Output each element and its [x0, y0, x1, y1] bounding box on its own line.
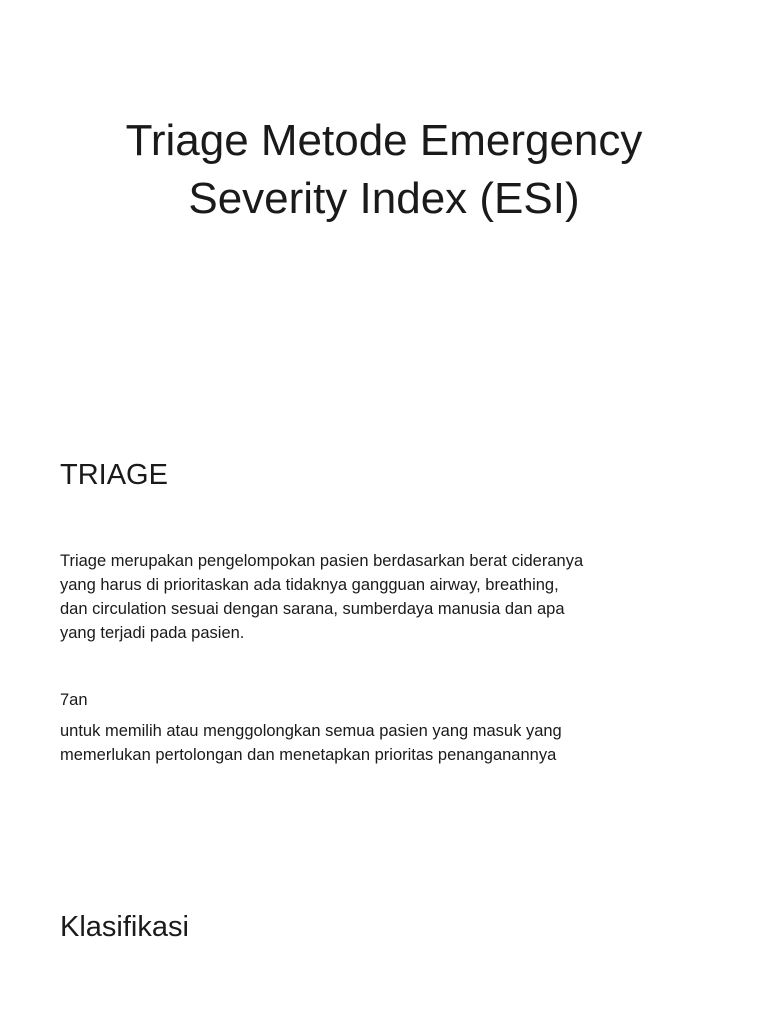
slide-title-line-1: Triage Metode Emergency	[125, 116, 643, 165]
triage-heading: TRIAGE	[60, 459, 168, 491]
purpose-line: memerlukan pertolongan dan menetapkan prioritas penanganannya	[60, 746, 557, 764]
definition-line: Triage merupakan pengelompokan pasien berdasarkan berat cideranya	[60, 552, 584, 570]
definition-line: yang harus di prioritaskan ada tidaknya gangguan airway, breathing,	[60, 576, 559, 594]
purpose-text	[60, 719, 720, 767]
classification-heading: Klasifikasi	[60, 911, 189, 943]
triage-definition	[60, 549, 720, 645]
slide-title-line-2: Severity Index (ESI)	[188, 174, 580, 223]
slide-title	[0, 112, 768, 228]
purpose-line: untuk memilih atau menggolongkan semua pasien yang masuk yang	[60, 722, 562, 740]
purpose-label: 7an	[60, 691, 88, 709]
definition-line: dan circulation sesuai dengan sarana, sumberdaya manusia dan apa	[60, 600, 565, 618]
definition-line: yang terjadi pada pasien.	[60, 624, 245, 642]
